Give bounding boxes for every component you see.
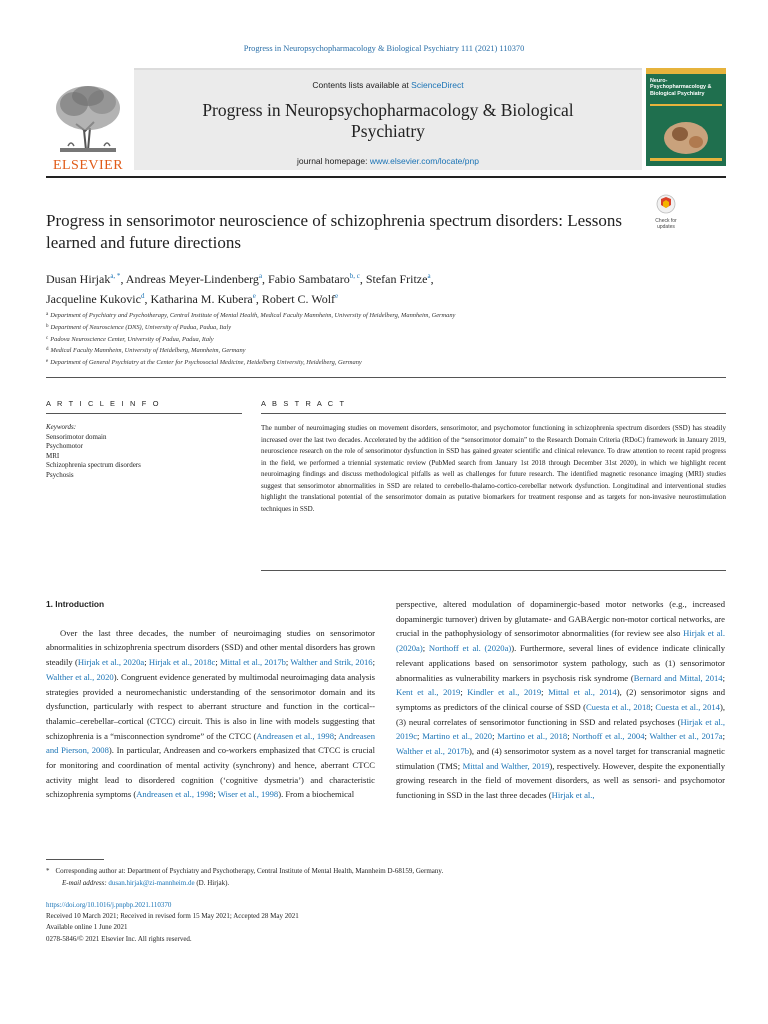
citation-link[interactable]: Cuesta et al., 2014	[655, 701, 720, 712]
body-text: ). In particular, Andreasen and co-workers emphasized that CTCC is crucial for monitoring and coordination of mental activity (synchrony) and hence, aberrant CTCC activity might lead to disordered cognition (‘cognitive dysmetria’) and characteristic schizophrenia symptoms (	[46, 745, 375, 800]
author-affiliation-mark[interactable]: a	[258, 272, 263, 280]
check-updates-line2: updates	[657, 223, 675, 230]
body-text: ;	[644, 731, 650, 742]
citation-link[interactable]: Mittal et al., 2017b	[219, 657, 286, 668]
affiliation-item	[46, 322, 706, 334]
abstract-rule	[261, 413, 726, 414]
author-list	[46, 268, 666, 308]
body-text: ;	[285, 657, 291, 668]
author-name[interactable]: Dusan Hirjak	[46, 272, 111, 286]
check-updates-icon	[656, 194, 676, 214]
masthead-rule	[46, 176, 726, 178]
body-text: perspective, altered modulation of dopaminergic-based motor networks (e.g., increased dopaminergic turnover) driven by glutamate- and GABAergic non-motor cortical networks, are crucial in the pathophysiology of sensorimotor abnormalities (for review see also	[396, 599, 725, 639]
online-date: Available online 1 June 2021	[46, 923, 128, 932]
journal-masthead	[46, 68, 726, 173]
citation-link[interactable]: Walther and Strik, 2016	[290, 657, 373, 668]
affiliation-mark: b	[46, 323, 49, 329]
author-separator: ,	[255, 292, 262, 306]
affiliation-mark: e	[46, 359, 49, 365]
body-text: ;	[144, 657, 149, 668]
author-separator: ,	[430, 272, 434, 286]
keyword-item: Sensorimotor domain	[46, 432, 107, 441]
affiliation-text: Medical Faculty Mannheim, University of Heidelberg, Mannheim, Germany	[50, 347, 246, 355]
author-name[interactable]: Katharina M. Kubera	[150, 292, 253, 306]
author-separator: ,	[359, 272, 366, 286]
body-text: ;	[492, 731, 498, 742]
body-text: ;	[372, 657, 375, 668]
author-separator: ,	[120, 272, 126, 286]
body-text: ), respectively. However, despite the exponentially growing research in the field of movement disorders, as well as sensori- and psychomotor functioning in SSD in the last three decades (	[396, 760, 726, 801]
affiliation-item	[46, 310, 706, 322]
citation-link[interactable]: Hirjak et al., 2020a	[77, 657, 145, 668]
author-affiliation-mark[interactable]: a, *	[110, 272, 121, 280]
footnote-rule	[46, 859, 104, 860]
citation-link[interactable]: Andreasen et al., 1998	[136, 789, 214, 800]
citation-link[interactable]: Kindler et al., 2019	[467, 687, 542, 698]
citation-link[interactable]: Walther et al., 2020	[46, 671, 114, 682]
corresponding-author-text: Corresponding author at: Department of Psychiatry and Psychotherapy, Central Institute of Mental Health, Mannheim D-68159, Germany.	[55, 867, 444, 875]
citation-link[interactable]: Wiser et al., 1998	[217, 789, 279, 800]
citation-link[interactable]: Hirjak et al., 2018c	[148, 657, 216, 668]
email-link[interactable]: dusan.hirjak@zi-mannheim.de	[108, 879, 195, 887]
citation-link[interactable]: Martino et al., 2020	[422, 731, 493, 742]
running-head[interactable]: Progress in Neuropsychopharmacology & Biological Psychiatry 111 (2021) 110370	[243, 44, 525, 53]
email-label: E-mail address:	[62, 879, 107, 887]
citation-link[interactable]: Andreasen and Pierson, 2008	[46, 730, 375, 756]
affiliation-list	[46, 310, 706, 369]
affiliation-text: Padova Neuroscience Center, University of Padua, Padua, Italy	[50, 335, 214, 343]
publication-info	[46, 900, 726, 945]
body-text: ), (3) neural correlates of sensorimotor functioning in SSD and related psychoses (	[396, 701, 725, 727]
affiliation-mark: c	[46, 335, 49, 341]
body-text: ;	[650, 701, 656, 712]
body-text: ;	[722, 672, 725, 683]
sciencedirect-link[interactable]: ScienceDirect	[411, 80, 464, 90]
keyword-item: Psychomotor	[46, 442, 83, 451]
author-line-2	[46, 288, 666, 308]
affiliation-text: Department of Neuroscience (DNS), University of Padua, Padua, Italy	[50, 323, 232, 331]
keyword-item: MRI	[46, 451, 60, 460]
body-text: ;	[722, 731, 725, 742]
intro-paragraph-1	[46, 626, 375, 802]
body-text: ). From a biochemical	[278, 789, 355, 800]
body-text: ;	[422, 643, 429, 654]
affiliation-item	[46, 357, 706, 369]
elsevier-tree-icon	[46, 74, 130, 170]
citation-link[interactable]: Hirjak et al.,	[551, 790, 595, 801]
body-text: ;	[460, 687, 468, 698]
body-text: Over the last three decades, the number of neuroimaging studies on sensorimotor abnormalities in schizophrenia spectrum disorders (SSD) and other mental disorders has grown steadily (	[46, 627, 375, 668]
journal-cover[interactable]	[646, 68, 726, 166]
citation-link[interactable]: Walther et al., 2017b	[396, 746, 470, 757]
citation-link[interactable]: Hirjak et al. (2020a)	[396, 628, 725, 654]
author-affiliation-mark[interactable]: d	[140, 292, 145, 300]
author-separator: ,	[144, 292, 151, 306]
check-for-updates-button[interactable]	[648, 194, 684, 228]
author-affiliation-mark[interactable]: b, c	[349, 272, 360, 280]
author-name[interactable]: Jacqueline Kukovic	[46, 292, 141, 306]
affiliation-text: Department of Psychiatry and Psychotherapy, Central Institute of Mental Health, Medical Faculty Mannheim, University of Heidelberg, Mannheim, Germany	[50, 312, 456, 319]
contents-prefix: Contents lists available at	[312, 80, 412, 90]
doi-link[interactable]: https://doi.org/10.1016/j.pnpbp.2021.110370	[46, 901, 172, 909]
abstract-heading: A B S T R A C T	[261, 399, 347, 408]
author-affiliation-mark[interactable]: e	[335, 292, 339, 300]
received-dates: Received 10 March 2021; Received in revised form 15 May 2021; Accepted 28 May 2021	[46, 912, 299, 921]
author-affiliation-mark[interactable]: e	[252, 292, 256, 300]
citation-link[interactable]: Martino et al., 2018	[497, 731, 568, 742]
email-suffix: (D. Hirjak).	[194, 879, 230, 887]
intro-right-column	[396, 597, 725, 803]
citation-link[interactable]: Bernard and Mittal, 2014	[633, 672, 723, 683]
article-title: Progress in sensorimotor neuroscience of schizophrenia spectrum disorders: Lessons learned and future directions	[46, 211, 622, 252]
body-text: ), (2) sensorimotor signs and symptoms as predictors of the clinical course of SSD (	[396, 687, 725, 712]
affiliation-text: Department of General Psychiatry at the Center for Psychosocial Medicine, Heidelberg University, Heidelberg, Germany	[50, 359, 362, 367]
homepage-line	[134, 156, 642, 166]
intro-left-column	[46, 597, 375, 802]
affiliation-mark: a	[46, 312, 49, 317]
citation-link[interactable]: Kent et al., 2019	[396, 687, 461, 698]
author-line-1	[46, 268, 666, 288]
body-text: ;	[567, 731, 573, 742]
cover-title: Neuro-Psychopharmacology & Biological Psychiatry	[650, 78, 712, 97]
abstract-text: The number of neuroimaging studies on movement disorders, sensorimotor, and psychomotor functioning in schizophrenia spectrum disorders (SSD) has steadily increased over the last two decades. Accelerated by the addition of the “sensorimotor domain” to the Research Domain Criteria (RDoC) framework in January 2019, neuroscience research on the role of sensorimotor dysfunction in SSD has gained greater scientific and clinical relevance. To draw attention to recent rapid progress in the field, we performed a triennial systematic review (PubMed search from January 1st 2018 through December 31st 2020), in which we highlight recent neuroimaging findings and discuss methodological pitfalls as well as challenges for future research. The identified magnetic resonance imaging (MRI) studies suggest that sensorimotor abnormalities in SSD are related to cerebello-thalamo-cortico-cerebellar network dysfunction. Longitudinal and interventional studies highlight the translational potential of the sensorimotor domain as putative biomarkers for treatment response and as targets for non-invasive neurostimulation techniques in SSD.	[261, 424, 726, 513]
keywords-block	[46, 423, 242, 481]
citation-link[interactable]: Northoff et al. (2020a)	[428, 643, 512, 654]
author-affiliation-mark[interactable]: a	[427, 272, 431, 280]
publisher-name: ELSEVIER	[52, 158, 124, 173]
intro-paragraph-1-cont	[396, 597, 725, 803]
affiliation-item	[46, 345, 706, 357]
citation-link[interactable]: Hirjak et al., 2019c	[396, 716, 726, 742]
article-info-rule	[46, 413, 242, 414]
citation-link[interactable]: Northoff et al., 2004	[572, 731, 645, 742]
affiliation-mark: d	[46, 347, 49, 353]
journal-title: Progress in Neuropsychopharmacology & Biological Psychiatry	[202, 100, 574, 141]
contents-line	[134, 80, 642, 90]
check-updates-line1: Check for	[655, 218, 677, 224]
homepage-prefix: journal homepage:	[297, 156, 370, 166]
citation-link[interactable]: Mittal et al., 2014	[548, 687, 617, 698]
body-text: ;	[213, 789, 218, 800]
author-name[interactable]: Stefan Fritze	[365, 272, 428, 286]
body-text: ;	[334, 730, 339, 741]
citation-link[interactable]: Andreasen et al., 1998	[256, 730, 335, 741]
body-text: ;	[541, 687, 549, 698]
body-text: ). Congruent evidence generated by multimodal neuroimaging data analysis strategies provided a neuromechanistic understanding of the sensorimotor domain and its dysfunction, particularly with respect to aberrant structure and function in the cortical--thalamic–cerebellar–cortical (CTCC) circuit. This is also in line with models suggesting that schizophrenia is a “misconnection syndrome” of the CTCC (	[46, 671, 375, 741]
body-text: ;	[215, 657, 220, 668]
keyword-list	[46, 433, 242, 481]
citation-link[interactable]: Walther et al., 2017a	[649, 731, 723, 742]
copyright-line: 0278-5846/© 2021 Elsevier Inc. All rights reserved.	[46, 934, 192, 943]
citation-link[interactable]: Cuesta et al., 2018	[585, 701, 651, 712]
keyword-item: Schizophrenia spectrum disorders	[46, 461, 141, 470]
keyword-item: Psychosis	[46, 470, 74, 479]
cover-artwork-icon	[646, 68, 726, 166]
journal-band	[134, 68, 642, 170]
affiliation-item	[46, 334, 706, 346]
body-text: ). Furthermore, several lines of evidence indicate clinically relevant applications based on sensorimotor system pathology, such as (1) sensorimotor abnormalities as vulnerability markers in psychosis risk syndrome (	[396, 643, 725, 683]
author-separator: ,	[262, 272, 269, 286]
author-name[interactable]: Andreas Meyer-Lindenberg	[125, 272, 259, 286]
article-info-heading: A R T I C L E I N F O	[46, 399, 161, 408]
author-name[interactable]: Fabio Sambataro	[268, 272, 350, 286]
body-text: ;	[417, 731, 423, 742]
author-name[interactable]: Robert C. Wolf	[261, 292, 336, 306]
corresponding-footnote	[46, 865, 726, 889]
section-heading-introduction: 1. Introduction	[46, 599, 105, 609]
footnote-mark: *	[46, 867, 50, 875]
keywords-label: Keywords:	[46, 423, 77, 431]
body-text: ), and (4) sensorimotor system as a novel target for transcranial magnetic stimulation (TMS;	[396, 746, 725, 771]
elsevier-logo[interactable]	[46, 74, 130, 173]
citation-link[interactable]: Mittal and Walther, 2019	[462, 760, 550, 771]
abstract-bottom-rule	[261, 570, 726, 571]
header-rule	[46, 377, 726, 378]
journal-homepage-link[interactable]: www.elsevier.com/locate/pnp	[369, 156, 479, 166]
